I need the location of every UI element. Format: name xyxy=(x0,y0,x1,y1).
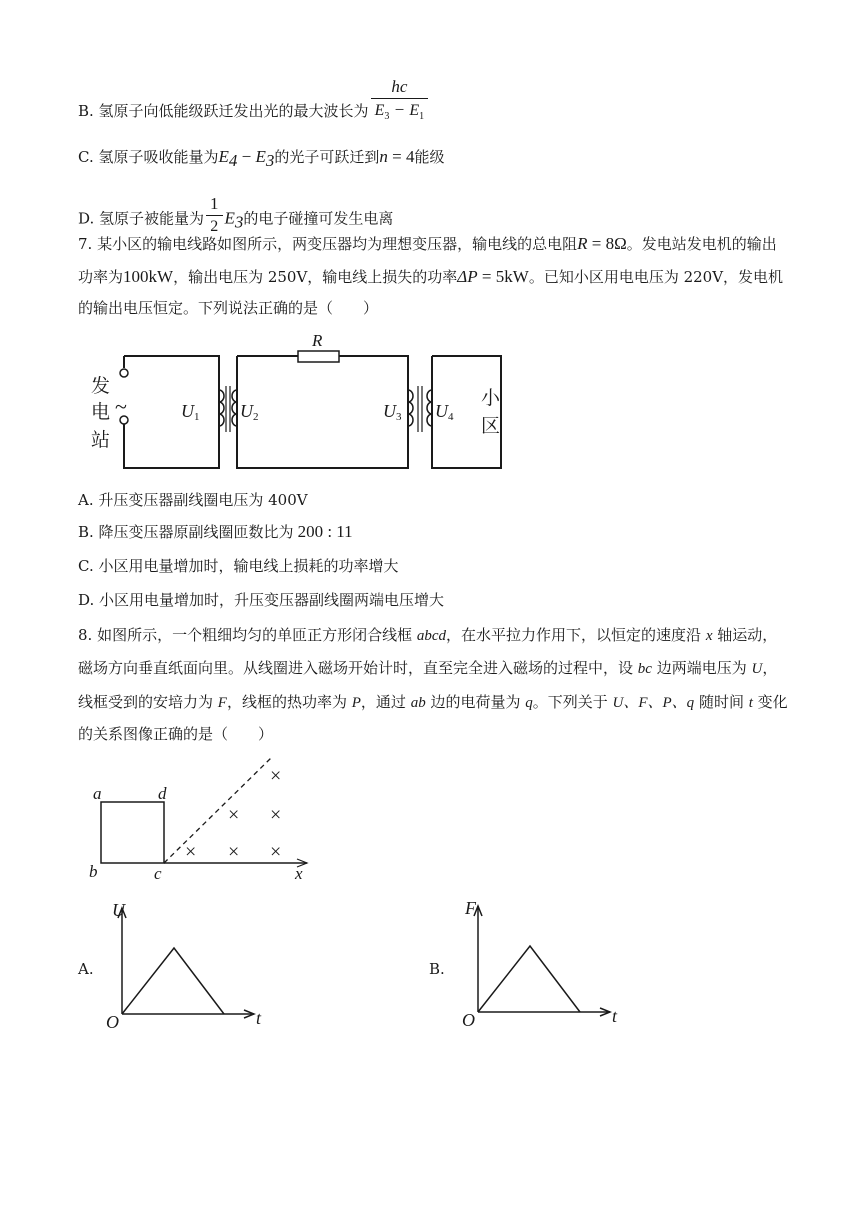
q8-text-line2: 磁场方向垂直纸面向里。从线圈进入磁场开始计时，直至完全进入磁场的过程中，设 bc 边两端电压为 U， xyxy=(78,659,778,677)
graph-b-x-label: t xyxy=(612,1006,618,1026)
graph-a-u-vs-t[interactable] xyxy=(104,898,274,1033)
svg-text:U1: U1 xyxy=(181,401,200,423)
x-axis-label: x xyxy=(295,864,303,883)
loop-magnetic-field-diagram xyxy=(85,755,315,885)
option-d-q6: D. 氢原子被能量为 $\frac{1}{2}$ $E_3$的电子碰撞可发生电离 xyxy=(78,194,394,235)
station-char-1: 发 xyxy=(91,375,111,397)
svg-text:U3: U3 xyxy=(383,401,402,423)
u4-label: U xyxy=(435,401,448,421)
area-char-2: 区 xyxy=(481,415,501,437)
field-cross: × xyxy=(185,841,197,863)
field-cross: × xyxy=(270,804,282,826)
q8-option-a[interactable]: A. xyxy=(78,960,94,978)
graph-a-origin: O xyxy=(106,1012,119,1032)
q8-text-line1: 8. 如图所示，一个粗细均匀的单匝正方形闭合线框 abcd，在水平拉力作用下，以恒定的速度沿 x 轴运动， xyxy=(78,626,778,644)
station-char-2: 电 xyxy=(91,401,111,423)
svg-text:U4: U4 xyxy=(435,401,454,423)
q7-option-b[interactable]: B. 降压变压器原副线圈匝数比为 200 : 11 xyxy=(78,522,353,541)
station-char-3: 站 xyxy=(91,429,111,451)
q7-text-line3: 的输出电压恒定。下列说法正确的是（ ） xyxy=(78,299,379,317)
graph-a-y-label: U xyxy=(112,900,125,920)
transmission-circuit-diagram xyxy=(85,328,515,478)
ac-source-symbol: ~ xyxy=(115,394,127,419)
field-cross: × xyxy=(270,841,282,863)
q7-option-d[interactable]: D. 小区用电量增加时，升压变压器副线圈两端电压增大 xyxy=(78,591,445,609)
graph-b-origin: O xyxy=(462,1010,475,1030)
q7-text-line1: 7. 某小区的输电线路如图所示，两变压器均为理想变压器，输电线的总电阻R = 8Ω。发电站发电机的输出 xyxy=(78,234,777,253)
vertex-d: d xyxy=(158,784,167,803)
graph-a-x-label: t xyxy=(256,1008,262,1028)
graph-b-y-label: F xyxy=(465,898,476,918)
wavelength-fraction: $\frac{hc}{E_3 - E_1}$ xyxy=(371,77,429,127)
field-cross: × xyxy=(228,804,240,826)
u1-label: U xyxy=(181,401,194,421)
q7-option-c[interactable]: C. 小区用电量增加时，输电线上损耗的功率增大 xyxy=(78,557,399,575)
u3-label: U xyxy=(383,401,396,421)
vertex-a: a xyxy=(93,784,102,803)
vertex-b: b xyxy=(89,862,98,881)
option-b-q6: B. 氢原子向低能级跃迁发出光的最大波长为 $\frac{hc}{E_3 - E_1}$ xyxy=(78,87,430,137)
option-c-q6: C. 氢原子吸收能量为$E_4 - E_3$的光子可跃迁到n = 4能级 xyxy=(78,147,445,170)
field-cross: × xyxy=(228,841,240,863)
q8-option-b[interactable]: B. xyxy=(429,960,445,978)
svg-text:U2: U2 xyxy=(240,401,259,423)
half-fraction: $\frac{1}{2}$ xyxy=(206,194,223,237)
u2-label: U xyxy=(240,401,253,421)
resistor-label: R xyxy=(312,331,323,350)
q8-text-line3: 线框受到的安培力为 F，线框的热功率为 P，通过 ab 边的电荷量为 q。下列关于 U、F、P、q 随时间 t 变化 xyxy=(78,693,788,711)
area-char-1: 小 xyxy=(481,387,501,409)
vertex-c: c xyxy=(154,864,162,883)
q7-option-a[interactable]: A. 升压变压器副线圈电压为 400V xyxy=(78,491,308,509)
field-cross: × xyxy=(270,765,282,787)
q8-text-line4: 的关系图像正确的是（ ） xyxy=(78,725,274,743)
graph-b-f-vs-t[interactable] xyxy=(460,896,630,1031)
q7-text-line2: 功率为100kW，输出电压为 250V，输电线上损失的功率ΔP = 5kW。已知小区用电电压为 220V，发电机 xyxy=(78,267,784,286)
